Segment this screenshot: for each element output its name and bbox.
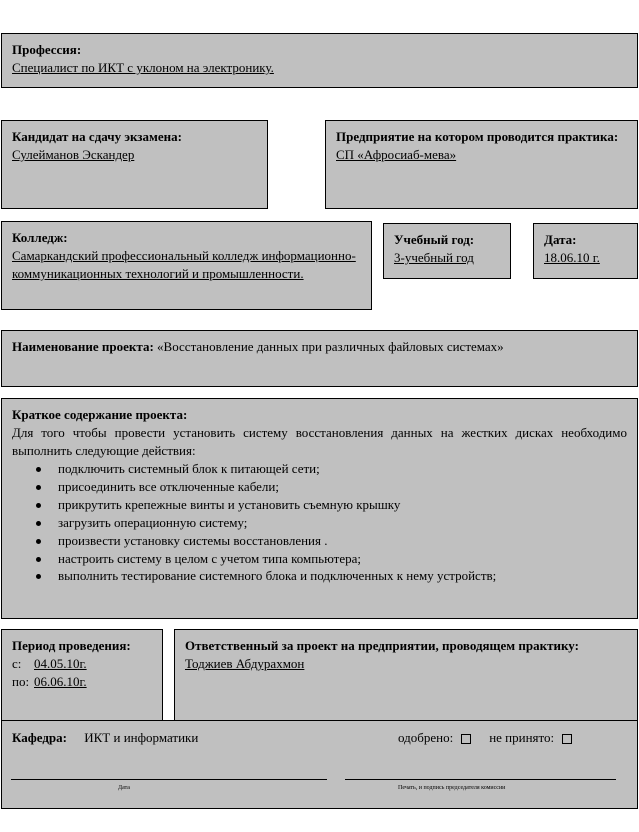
period-to-row [12, 673, 152, 691]
date-signature-line [11, 779, 327, 780]
rejected-checkbox[interactable] [562, 734, 572, 744]
profession-value: Специалист по ИКТ с уклоном на электронику. [12, 60, 274, 75]
period-to-label: по: [12, 674, 30, 689]
enterprise-box [325, 120, 638, 209]
summary-label: Краткое содержание проекта: [12, 407, 188, 422]
project-name-label: Наименование проекта: [12, 339, 154, 354]
summary-box [1, 398, 638, 619]
study-year-label: Учебный год: [394, 232, 475, 247]
period-from-value: 04.05.10г. [34, 656, 87, 671]
candidate-label: Кандидат на сдачу экзамена: [12, 129, 182, 144]
list-item: загрузить операционную систему; [58, 514, 627, 532]
date-value: 18.06.10 г. [544, 250, 600, 265]
approved-label: одобрено: [398, 730, 454, 745]
list-item: подключить системный блок к питающей сети; [58, 460, 627, 478]
department-row [12, 729, 627, 747]
enterprise-label: Предприятие на котором проводится практика: [336, 129, 619, 144]
project-name-box [1, 330, 638, 387]
candidate-box [1, 120, 268, 209]
rejected-label: не принято: [489, 730, 555, 745]
summary-steps-list [12, 460, 627, 585]
period-to-value: 06.06.10г. [34, 674, 87, 689]
responsible-label: Ответственный за проект на предприятии, проводящем практику: [185, 638, 579, 653]
study-year-value: 3-учебный год [394, 250, 474, 265]
approval-group [398, 729, 590, 747]
department-label: Кафедра: [12, 730, 67, 745]
project-name-value: «Восстановление данных при различных файловых системах» [157, 339, 504, 354]
period-label: Период проведения: [12, 638, 131, 653]
list-item: произвести установку системы восстановления . [58, 532, 627, 550]
profession-label: Профессия: [12, 42, 82, 57]
department-box [1, 720, 638, 809]
period-from-label: с: [12, 656, 22, 671]
list-item: прикрутить крепежные винты и установить съемную крышку [58, 496, 627, 514]
period-box [1, 629, 163, 721]
responsible-box [174, 629, 638, 721]
date-label: Дата: [544, 232, 577, 247]
date-box [533, 223, 638, 279]
college-label: Колледж: [12, 230, 68, 245]
list-item: настроить систему в целом с учетом типа компьютера; [58, 550, 627, 568]
college-box [1, 221, 372, 310]
department-value: ИКТ и информатики [84, 730, 199, 745]
list-item: присоединить все отключенные кабели; [58, 478, 627, 496]
summary-intro: Для того чтобы провести установить систему восстановления данных на жестких дисках необходимо выполнить следующие действия: [12, 425, 627, 458]
period-from-row [12, 655, 152, 673]
college-value: Самаркандский профессиональный колледж информационно-коммуникационных технологий и промышленности. [12, 248, 356, 281]
list-item: выполнить тестирование системного блока и подключенных к нему устройств; [58, 567, 627, 585]
responsible-value: Тоджиев Абдурахмон [185, 656, 305, 671]
study-year-box [383, 223, 511, 279]
candidate-value: Сулейманов Эскандер [12, 147, 135, 162]
chairman-signature-line [345, 779, 616, 780]
approved-checkbox[interactable] [461, 734, 471, 744]
signature-caption: Печать, и подпись председателя комиссии [398, 785, 506, 791]
profession-box [1, 33, 638, 88]
enterprise-value: СП «Афросиаб-мева» [336, 147, 457, 162]
date-caption: Дата [118, 785, 130, 791]
